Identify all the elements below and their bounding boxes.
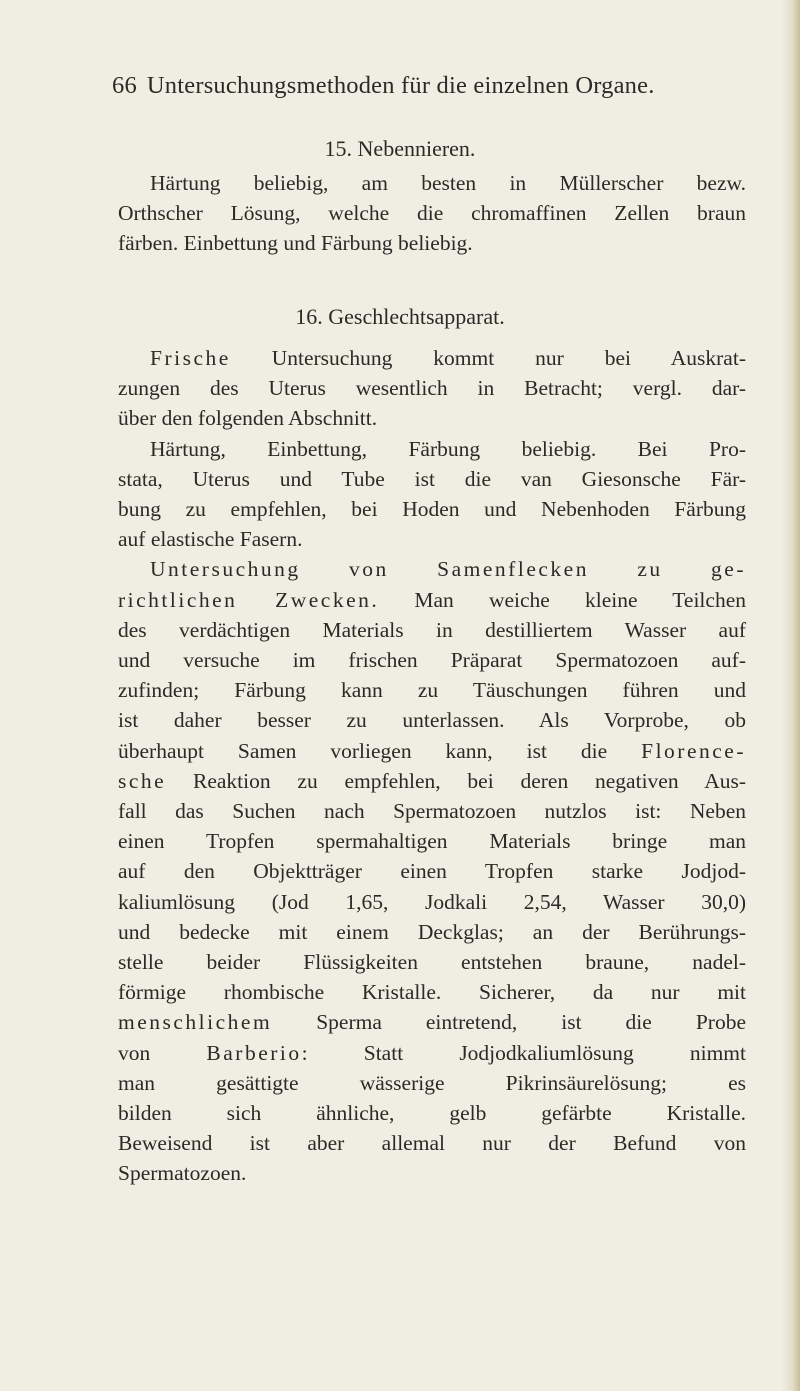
- text-run: von: [118, 1040, 207, 1065]
- text-line: förmige rhombische Kristalle. Sicherer, da nur mit: [118, 980, 746, 1005]
- text-line: auf den Objektträger einen Tropfen starke Jodjod-: [118, 859, 746, 884]
- emphasis-florence-suffix: sche: [118, 768, 167, 793]
- page-edge-shadow: [782, 0, 800, 1391]
- page-number: 66: [112, 72, 137, 99]
- text-line: kaliumlösung (Jod 1,65, Jodkali 2,54, Wasser 30,0): [118, 889, 746, 914]
- text-line: zufinden; Färbung kann zu Täuschungen führen und: [118, 678, 746, 703]
- text-line: färben. Einbettung und Färbung beliebig.: [118, 231, 473, 256]
- running-title: Untersuchungsmethoden für die einzelnen Organe.: [146, 72, 655, 99]
- text-line: stata, Uterus und Tube ist die van Giesonsche Fär-: [118, 466, 746, 491]
- text-line: bilden sich ähnliche, gelb gefärbte Kristalle.: [118, 1101, 746, 1126]
- text-line: und versuche im frischen Präparat Spermatozoen auf-: [118, 648, 746, 673]
- emphasis-florence: Florence-: [641, 738, 746, 763]
- section-15-title: 15. Nebennieren.: [324, 136, 476, 161]
- text-line-emphasis: Untersuchung von Samenflecken zu ge-: [150, 557, 746, 582]
- text-line: ist daher besser zu unterlassen. Als Vorprobe, ob: [118, 708, 746, 733]
- text-line: einen Tropfen spermahaltigen Materials bringe man: [118, 829, 746, 854]
- text-line: des verdächtigen Materials in destilliertem Wasser auf: [118, 617, 746, 642]
- emphasis-frische: Frische: [150, 346, 231, 370]
- emphasis-barberio: Barberio: [206, 1040, 302, 1065]
- text-line: [118, 766, 746, 796]
- text-line: über den folgenden Abschnitt.: [118, 406, 378, 431]
- text-line: [118, 343, 746, 373]
- text-run: : Statt Jodjodkaliumlösung nimmt: [301, 1040, 747, 1065]
- text-line: Orthscher Lösung, welche die chromaffinen Zellen braun: [118, 201, 746, 226]
- text-line: fall das Suchen nach Spermatozoen nutzlos ist: Neben: [118, 799, 746, 824]
- text-line: bung zu empfehlen, bei Hoden und Nebenhoden Färbung: [118, 497, 746, 522]
- text-run: Reaktion zu empfehlen, bei deren negativen Aus-: [166, 768, 746, 793]
- text-line: stelle beider Flüssigkeiten entstehen braune, nadel-: [118, 950, 746, 975]
- text-line: [118, 1038, 746, 1068]
- text-line: Spermatozoen.: [118, 1161, 247, 1186]
- text-line: [118, 736, 746, 766]
- section-16-title: 16. Geschlechtsapparat.: [295, 304, 505, 329]
- section-16-body: [118, 343, 746, 1189]
- text-line: und bedecke mit einem Deckglas; an der Berührungs-: [118, 919, 746, 944]
- text-line: Härtung beliebig, am besten in Müllerscher bezw.: [150, 171, 746, 195]
- text-run: Untersuchung kommt nur bei Auskrat-: [230, 346, 746, 370]
- text-line: Härtung, Einbettung, Färbung beliebig. Bei Pro-: [150, 436, 746, 461]
- emphasis-zwecken: richtlichen Zwecken.: [118, 587, 380, 612]
- text-line: Beweisend ist aber allemal nur der Befund von: [118, 1131, 746, 1156]
- text-line: [118, 1007, 746, 1037]
- text-run: überhaupt Samen vorliegen kann, ist die: [118, 738, 642, 763]
- text-run: Sperma eintretend, ist die Probe: [272, 1010, 746, 1035]
- text-line: [118, 585, 746, 615]
- running-header: [112, 72, 752, 100]
- text-run: Man weiche kleine Teilchen: [379, 587, 746, 612]
- text-line: man gesättigte wässerige Pikrinsäurelösung; es: [118, 1070, 746, 1095]
- text-line: zungen des Uterus wesentlich in Betracht; vergl. dar-: [118, 376, 746, 401]
- section-15-body: [118, 168, 746, 259]
- text-line: auf elastische Fasern.: [118, 527, 303, 552]
- emphasis-menschlichem: menschlichem: [118, 1010, 273, 1035]
